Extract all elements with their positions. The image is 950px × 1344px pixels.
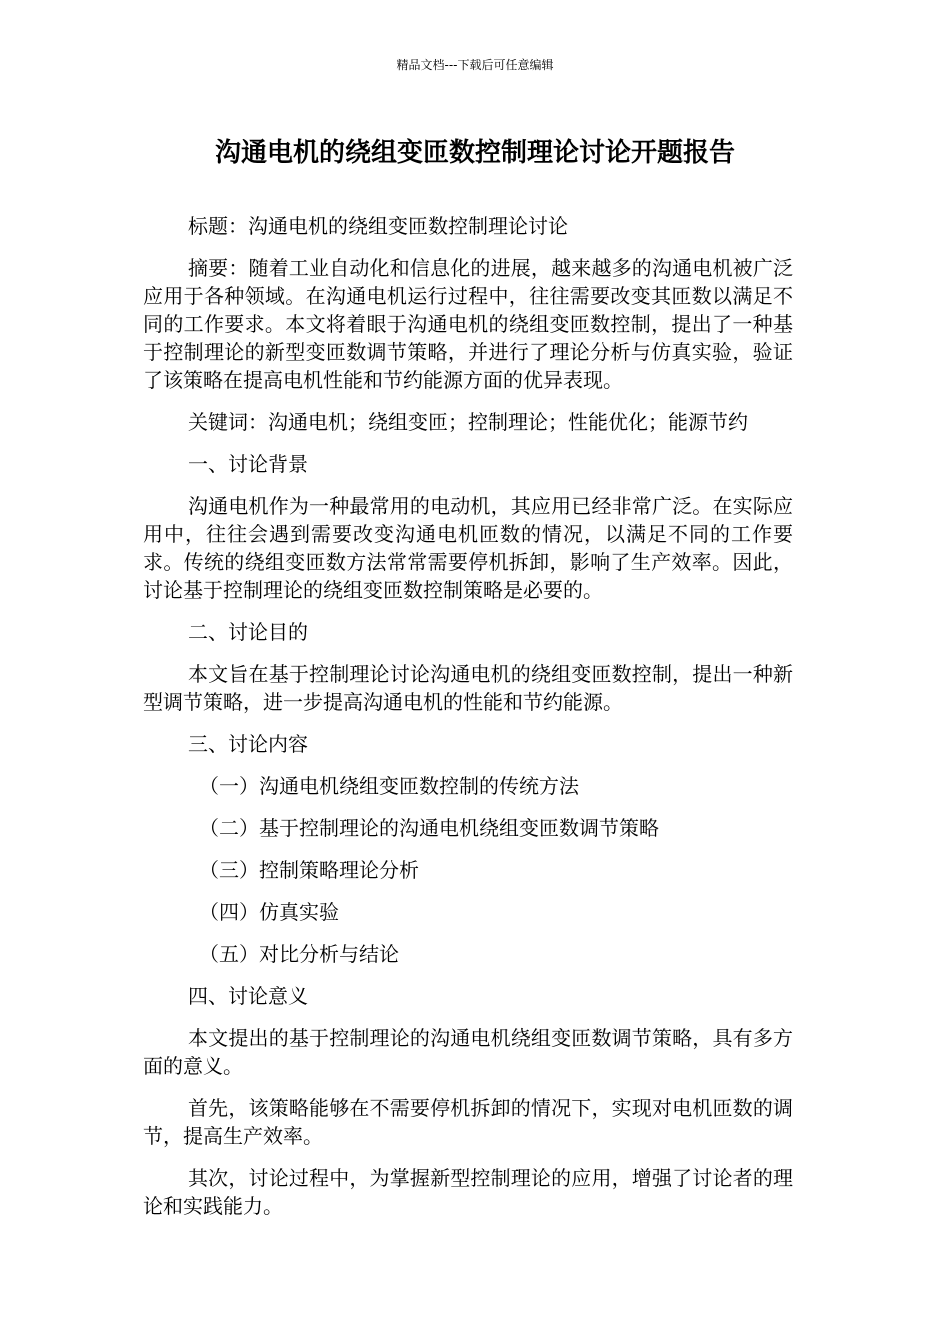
content-item: （一）沟通电机绕组变匝数控制的传统方法 — [199, 774, 579, 798]
first-significance-paragraph: 首先，该策略能够在不需要停机拆卸的情况下，实现对电机匝数的调节，提高生产效率。 — [143, 1096, 793, 1148]
content-item: （四）仿真实验 — [199, 900, 339, 924]
content-item: （二）基于控制理论的沟通电机绕组变匝数调节策略 — [199, 816, 659, 840]
document-body — [143, 212, 793, 1234]
keywords-line: 关键词：沟通电机；绕组变匝；控制理论；性能优化；能源节约 — [188, 410, 748, 434]
section-heading-purpose: 二、讨论目的 — [188, 620, 308, 644]
content-item: （五）对比分析与结论 — [199, 942, 399, 966]
document-title: 沟通电机的绕组变匝数控制理论讨论开题报告 — [214, 138, 735, 168]
section-heading-content: 三、讨论内容 — [188, 732, 308, 756]
second-significance-paragraph: 其次，讨论过程中，为掌握新型控制理论的应用，增强了讨论者的理论和实践能力。 — [143, 1166, 793, 1218]
section-heading-background: 一、讨论背景 — [188, 452, 308, 476]
purpose-paragraph: 本文旨在基于控制理论讨论沟通电机的绕组变匝数控制，提出一种新型调节策略，进一步提高沟通电机的性能和节约能源。 — [143, 662, 793, 714]
significance-paragraph: 本文提出的基于控制理论的沟通电机绕组变匝数调节策略，具有多方面的意义。 — [143, 1026, 793, 1078]
content-item: （三）控制策略理论分析 — [199, 858, 419, 882]
section-heading-significance: 四、讨论意义 — [188, 984, 308, 1008]
subject-line: 标题：沟通电机的绕组变匝数控制理论讨论 — [188, 214, 568, 238]
abstract-paragraph: 摘要：随着工业自动化和信息化的进展，越来越多的沟通电机被广泛应用于各种领域。在沟通电机运行过程中，往往需要改变其匝数以满足不同的工作要求。本文将着眼于沟通电机的绕组变匝数控制，提出了一种基于控制理论的新型变匝数调节策略，并进行了理论分析与仿真实验，验证了该策略在提高电机性能和节约能源方面的优异表现。 — [143, 256, 793, 392]
background-paragraph: 沟通电机作为一种最常用的电动机，其应用已经非常广泛。在实际应用中，往往会遇到需要改变沟通电机匝数的情况，以满足不同的工作要求。传统的绕组变匝数方法常常需要停机拆卸，影响了生产效率。因此，讨论基于控制理论的绕组变匝数控制策略是必要的。 — [143, 494, 793, 602]
page-header: 精品文档---下载后可任意编辑 — [396, 58, 554, 72]
